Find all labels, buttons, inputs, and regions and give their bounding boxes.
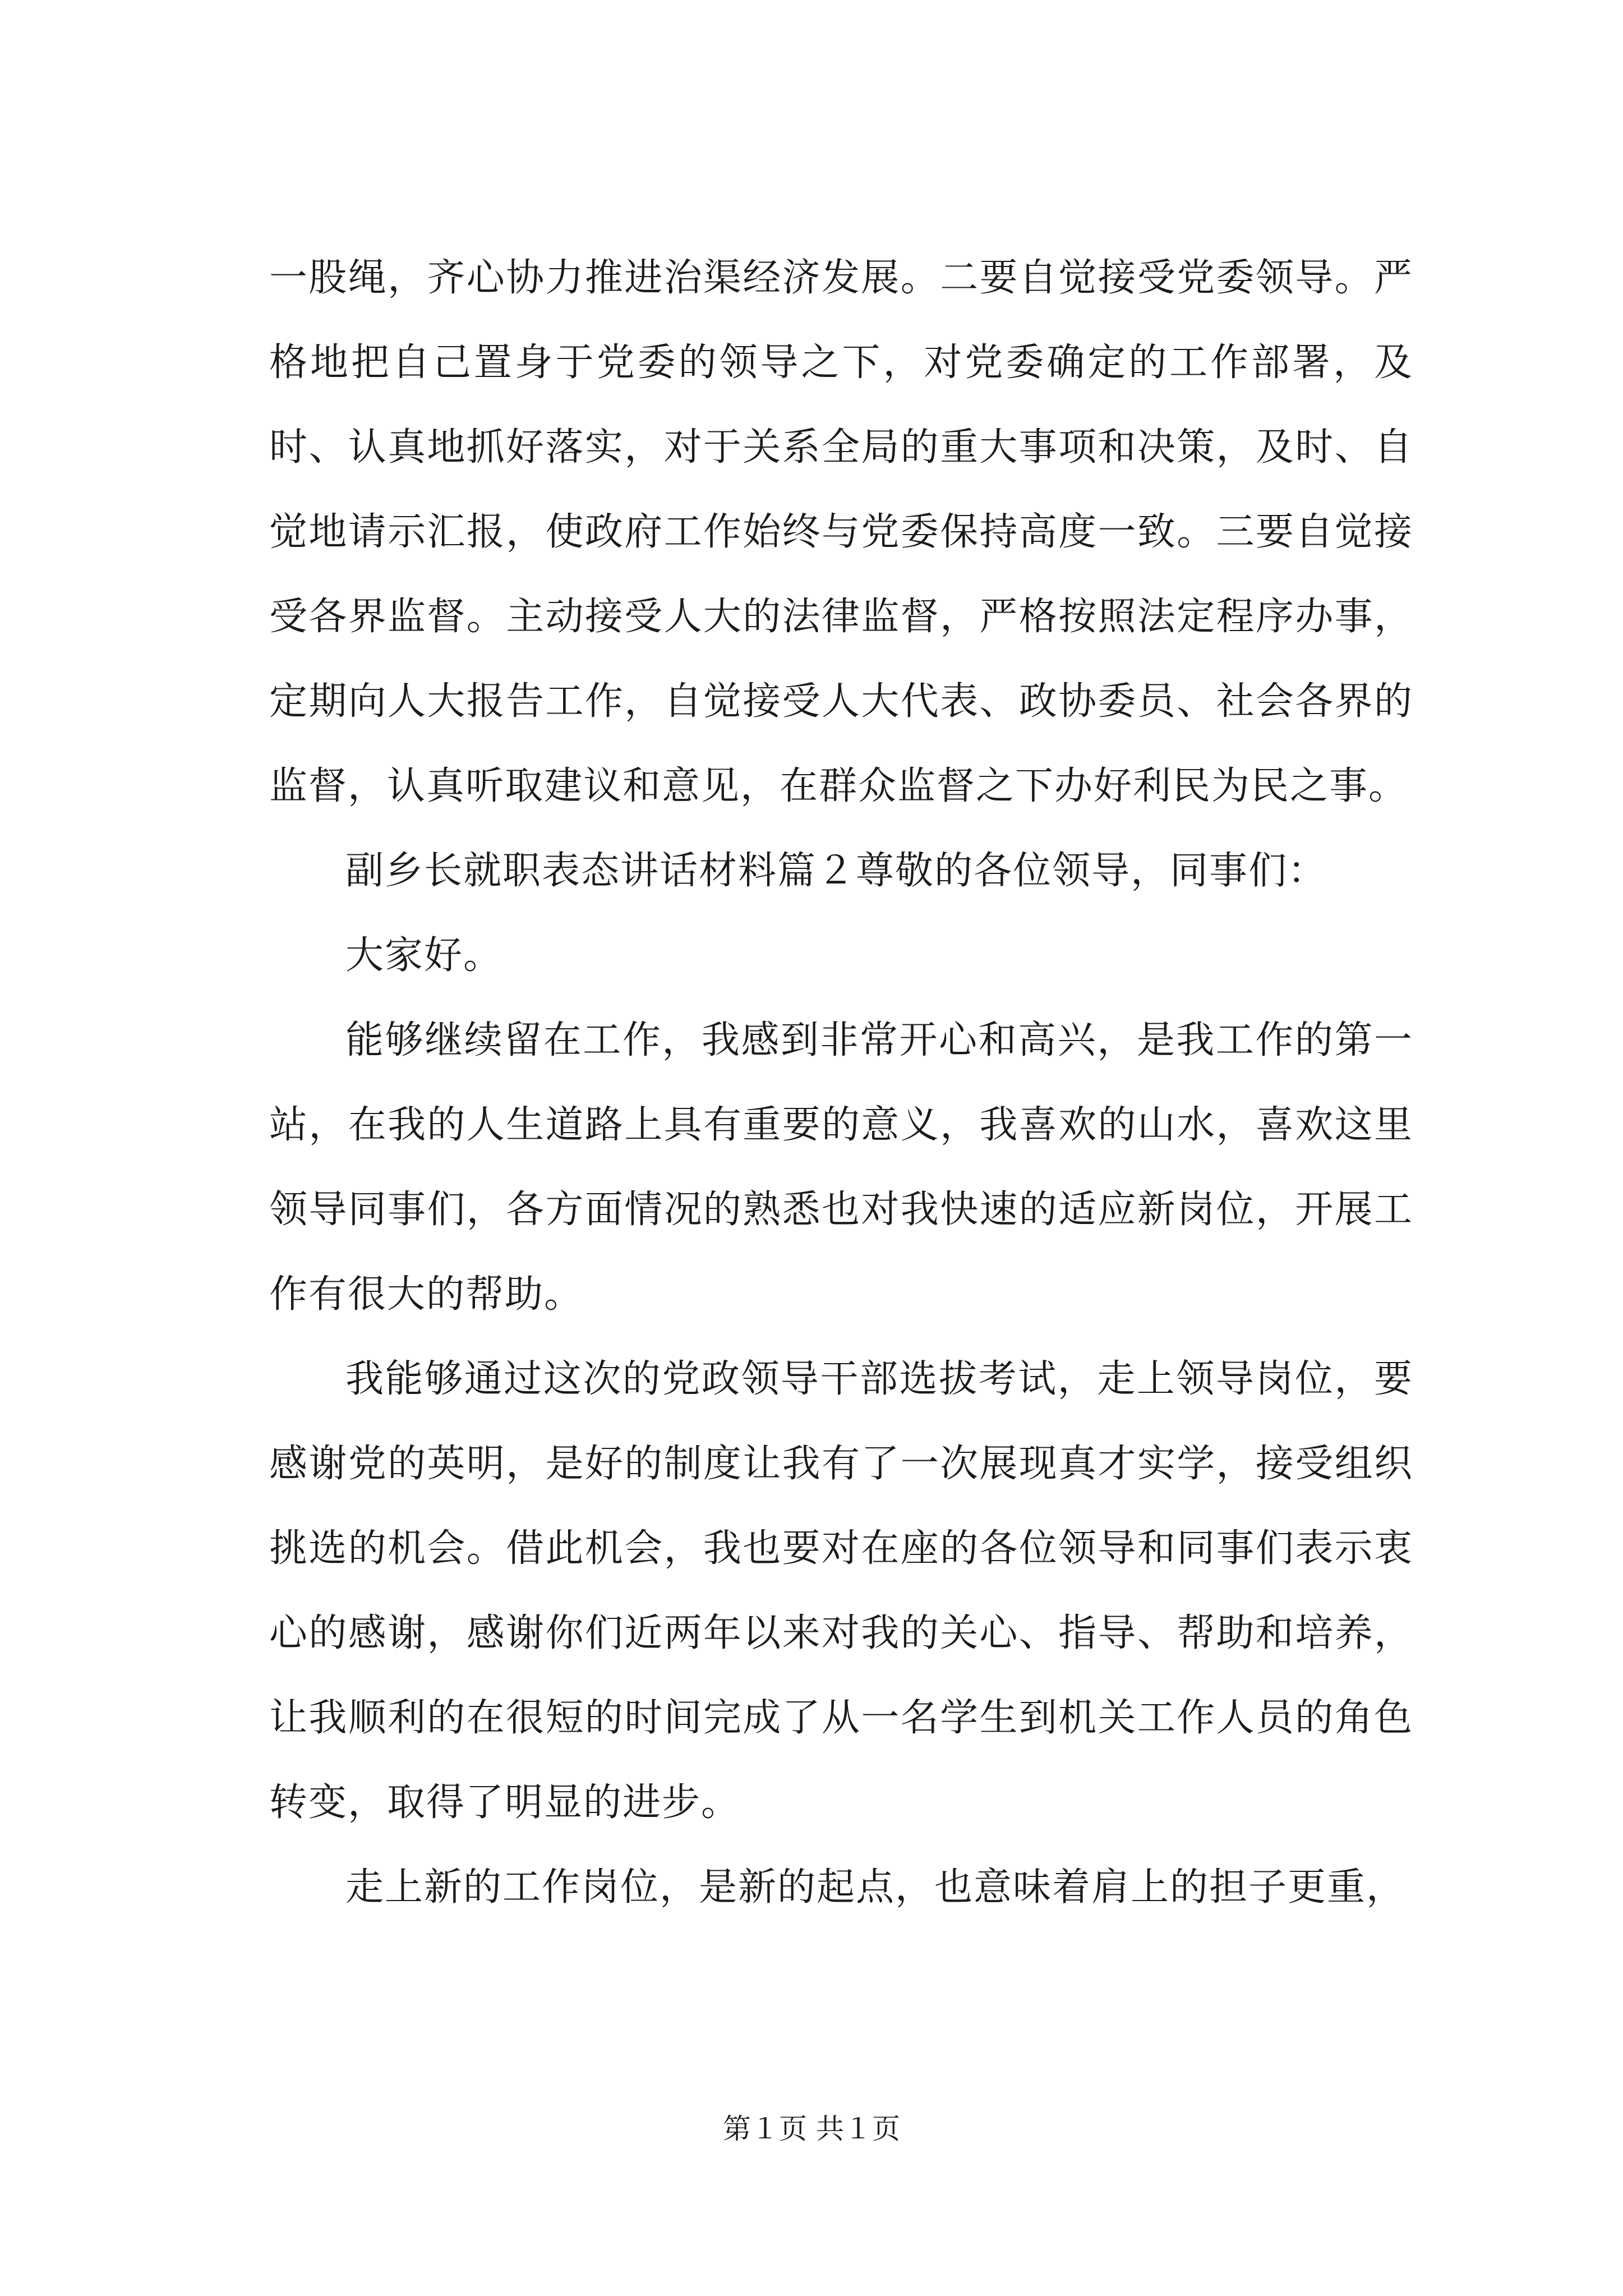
document-body — [269, 236, 1413, 1930]
paragraph-3: 大家好。 — [345, 933, 503, 978]
page-footer: 第１页 共１页 — [723, 2113, 900, 2145]
paragraph-5: 我能够通过这次的党政领导干部选拔考试，走上领导岗位，要感谢党的英明，是好的制度让我有了一次展现真才实学，接受组织挑选的机会。借此机会，我也要对在座的各位领导和同事们表示衷心的感谢，感谢你们近两年以来对我的关心、指导、帮助和培养，让我顺利的在很短的时间完成了从一名学生到机关工作人员的角色转变，取得了明显的进步。 — [269, 1357, 1413, 1825]
paragraph-1: 一股绳，齐心协力推进治渠经济发展。二要自觉接受党委领导。严格地把自己置身于党委的领导之下，对党委确定的工作部署，及时、认真地抓好落实，对于关系全局的重大事项和决策，及时、自觉地请示汇报，使政府工作始终与党委保持高度一致。三要自觉接受各界监督。主动接受人大的法律监督，严格按照法定程序办事，定期向人大报告工作，自觉接受人大代表、政协委员、社会各界的监督，认真听取建议和意见，在群众监督之下办好利民为民之事。 — [269, 256, 1413, 808]
paragraph-6: 走上新的工作岗位，是新的起点，也意味着肩上的担子更重， — [345, 1865, 1406, 1910]
paragraph-4: 能够继续留在工作，我感到非常开心和高兴，是我工作的第一站，在我的人生道路上具有重要的意义，我喜欢的山水，喜欢这里领导同事们，各方面情况的熟悉也对我快速的适应新岗位，开展工作有很大的帮助。 — [269, 1018, 1413, 1317]
paragraph-2: 副乡长就职表态讲话材料篇２尊敬的各位领导，同事们： — [345, 849, 1327, 893]
